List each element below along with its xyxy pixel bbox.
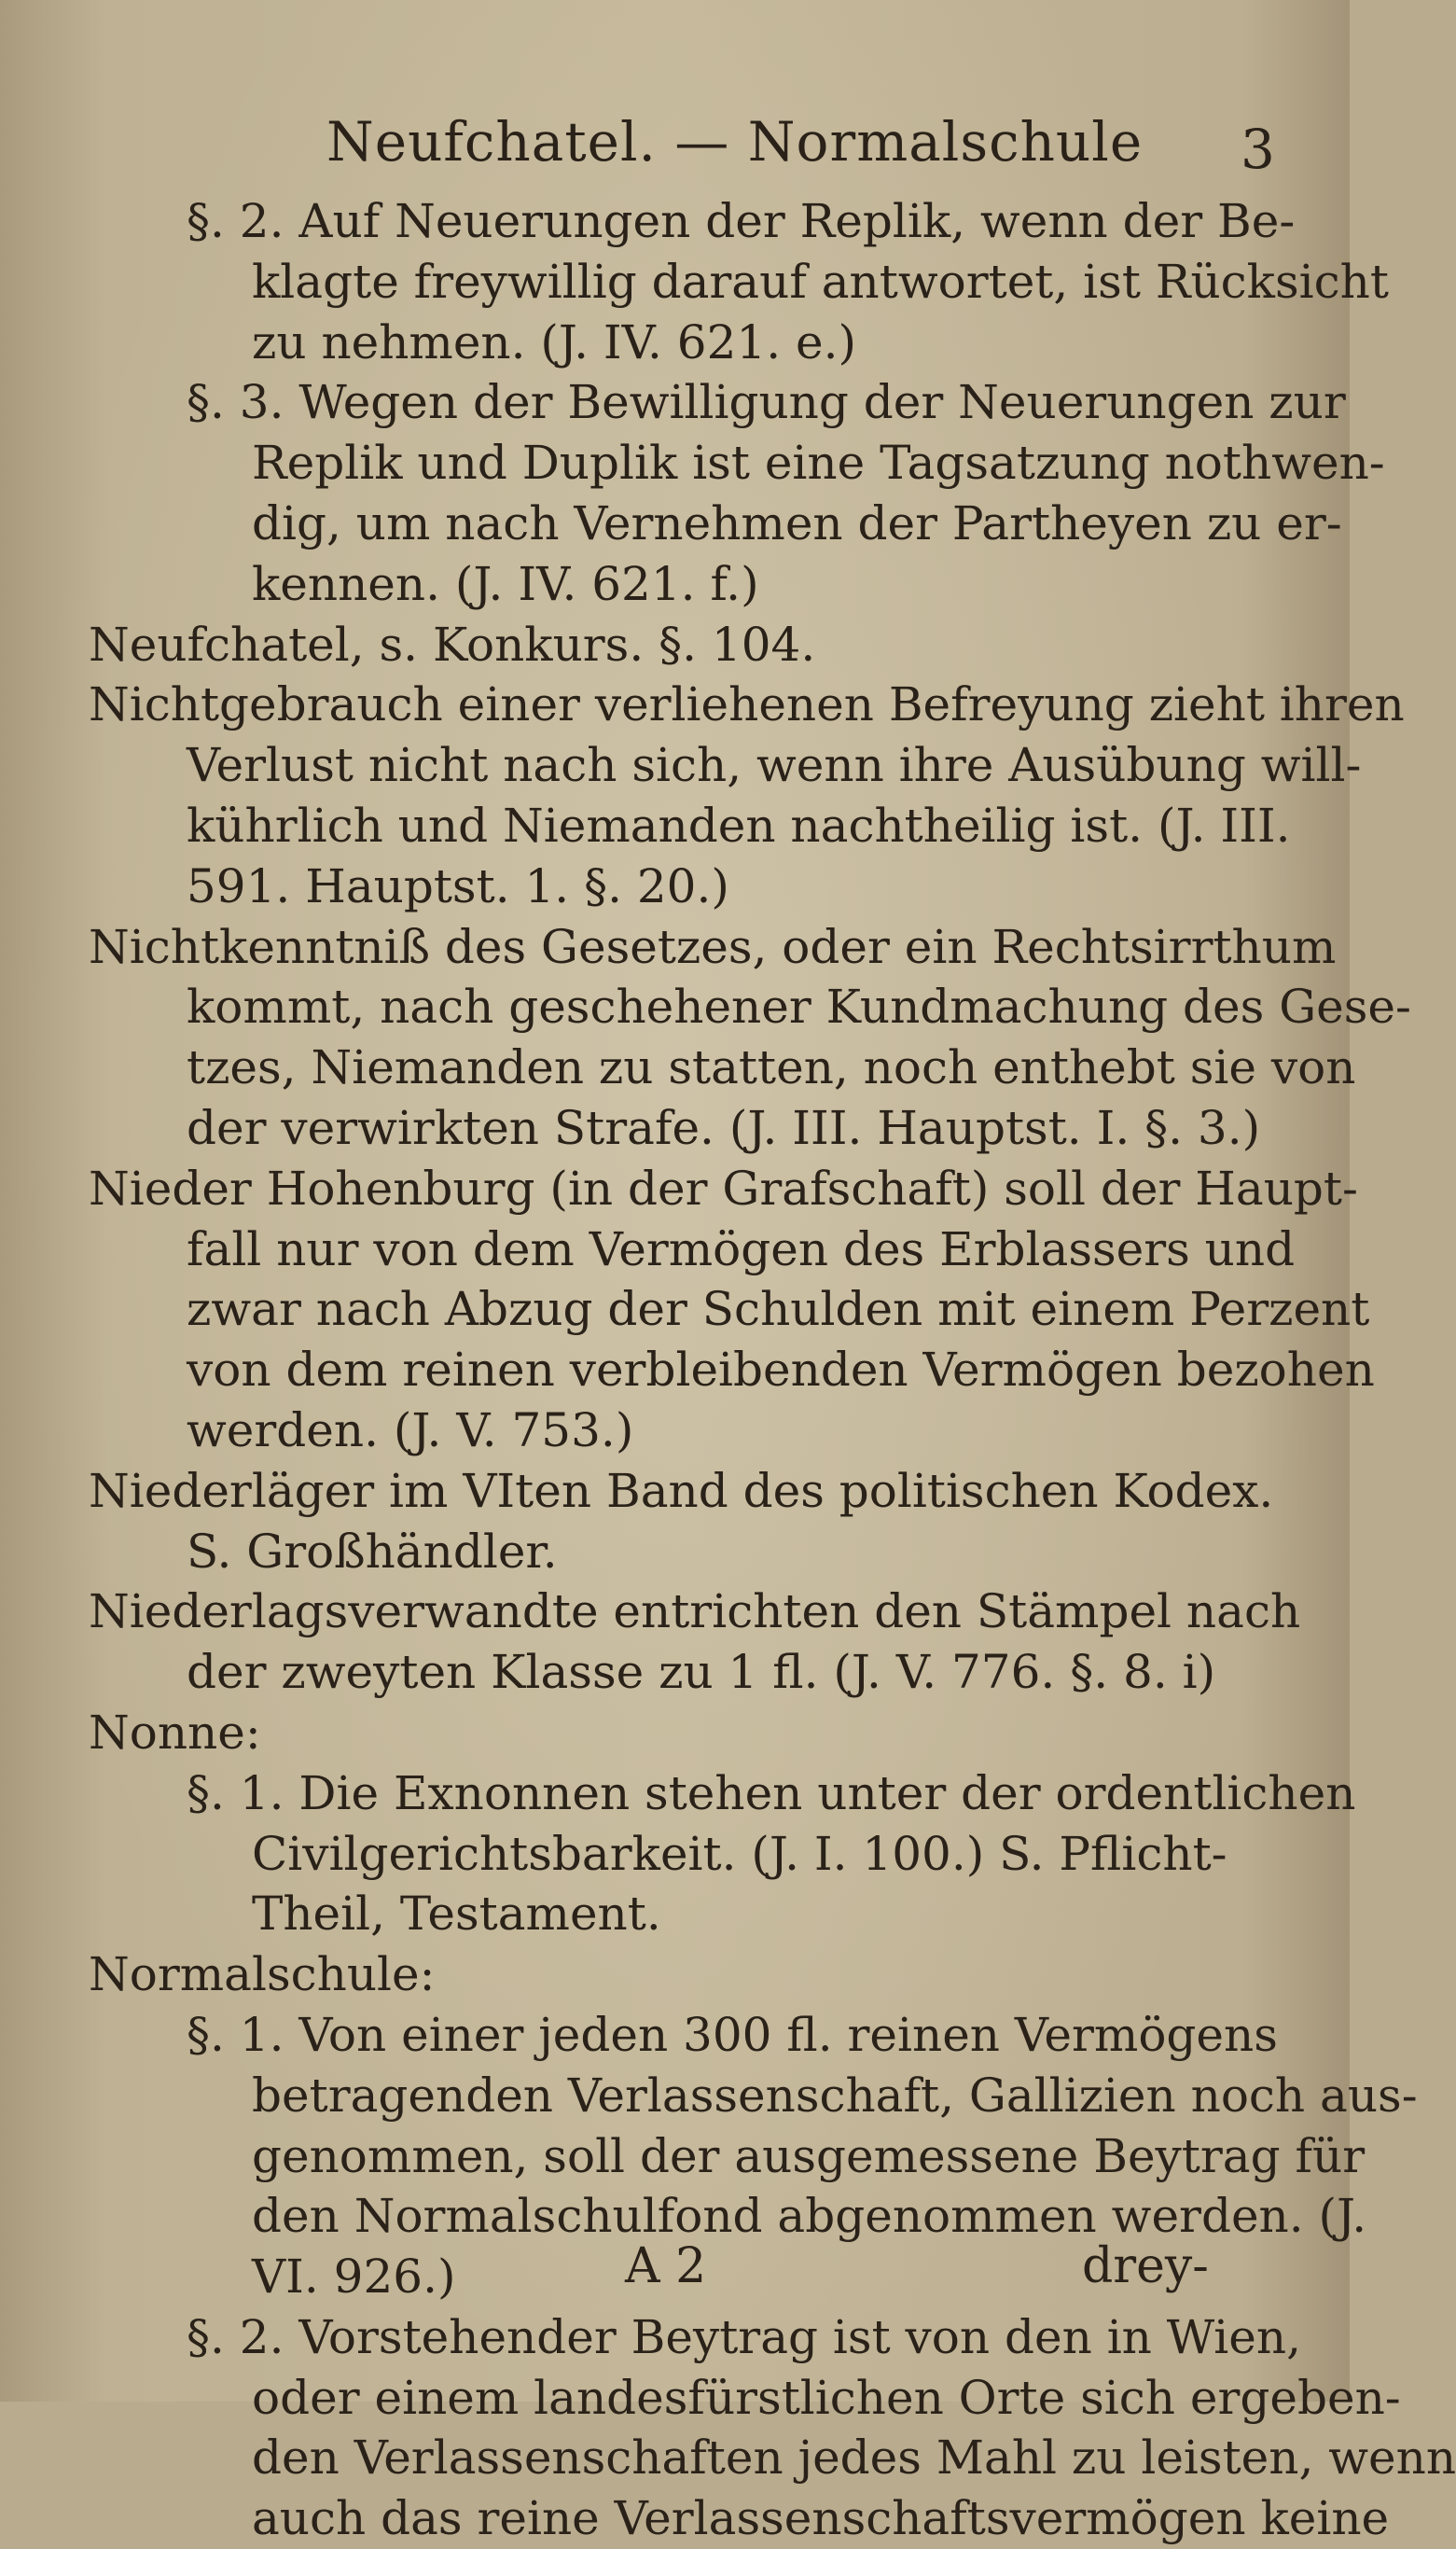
text-line: Niederlagsverwandte entrichten den Stämpel nach [89,1584,1301,1639]
text-line: der zweyten Klasse zu 1 fl. (J. V. 776. §. 8. i) [187,1645,1216,1700]
text-line: Verlust nicht nach sich, wenn ihre Ausübung will- [187,738,1362,793]
text-line: Nieder Hohenburg (in der Grafschaft) soll der Haupt- [89,1161,1358,1216]
text-line: kennen. (J. IV. 621. f.) [252,556,759,611]
text-line: klagte freywillig darauf antwortet, ist Rücksicht [252,254,1389,309]
text-line: §. 2. Vorstehender Beytrag ist von den in Wien, [187,2309,1301,2364]
text-line: den Normalschulfond abgenommen werden. (J. [252,2189,1367,2244]
text-line: genommen, soll der ausgemessene Beytrag für [252,2128,1366,2183]
text-line: VI. 926.) [252,2250,456,2305]
text-line: kommt, nach geschehener Kundmachung des Gese- [187,980,1411,1035]
text-line: Nichtgebrauch einer verliehenen Befreyung zieht ihren [89,677,1405,732]
text-line: Neufchatel, s. Konkurs. §. 104. [89,617,816,672]
text-line: betragenden Verlassenschaft, Gallizien noch aus- [252,2068,1418,2123]
text-line: zu nehmen. (J. IV. 621. e.) [252,314,856,369]
text-line: Niederläger im VIten Band des politischen Kodex. [89,1463,1274,1518]
text-line: kührlich und Niemanden nachtheilig ist. (J. III. [187,798,1291,853]
text-line: Theil, Testament. [252,1887,661,1942]
text-line: §. 2. Auf Neuerungen der Replik, wenn der Be- [187,194,1296,248]
catchword: drey- [1082,2238,1209,2294]
text-line: oder einem landesfürstlichen Orte sich ergeben- [252,2370,1401,2425]
signature-mark: A 2 [625,2238,707,2294]
text-line: Nonne: [89,1705,261,1760]
text-line: zwar nach Abzug der Schulden mit einem Perzent [187,1282,1370,1337]
text-line: Nichtkenntniß des Gesetzes, oder ein Rechtsirrthum [89,919,1337,974]
text-line: auch das reine Verlassenschaftsvermögen keine [252,2491,1390,2546]
page-header-title: Neufchatel. — Normalschule [326,110,1144,174]
text-line: fall nur von dem Vermögen des Erblassers und [187,1221,1296,1276]
text-line: den Verlassenschaften jedes Mahl zu leisten, wenn [252,2431,1456,2486]
text-line: dig, um nach Vernehmen der Partheyen zu er- [252,495,1342,550]
text-line: Civilgerichtsbarkeit. (J. I. 100.) S. Pflicht- [252,1826,1227,1881]
text-line: §. 3. Wegen der Bewilligung der Neuerungen zur [187,375,1346,430]
text-line: werden. (J. V. 753.) [187,1402,634,1457]
text-body [0,191,1456,2549]
text-line: Normalschule: [89,1947,436,2002]
text-line: 591. Hauptst. 1. §. 20.) [187,858,729,913]
page-number: 3 [1241,118,1275,181]
text-line: §. 1. Von einer jeden 300 fl. reinen Vermögens [187,2007,1278,2062]
text-line: tzes, Niemanden zu statten, noch enthebt sie von [187,1040,1356,1095]
text-line: §. 1. Die Exnonnen stehen unter der ordentlichen [187,1765,1356,1820]
text-line: der verwirkten Strafe. (J. III. Hauptst. I. §. 3.) [187,1100,1261,1155]
text-line: von dem reinen verbleibenden Vermögen bezohen [187,1343,1375,1398]
text-line: S. Großhändler. [187,1524,558,1579]
text-line: Replik und Duplik ist eine Tagsatzung nothwen- [252,436,1385,491]
